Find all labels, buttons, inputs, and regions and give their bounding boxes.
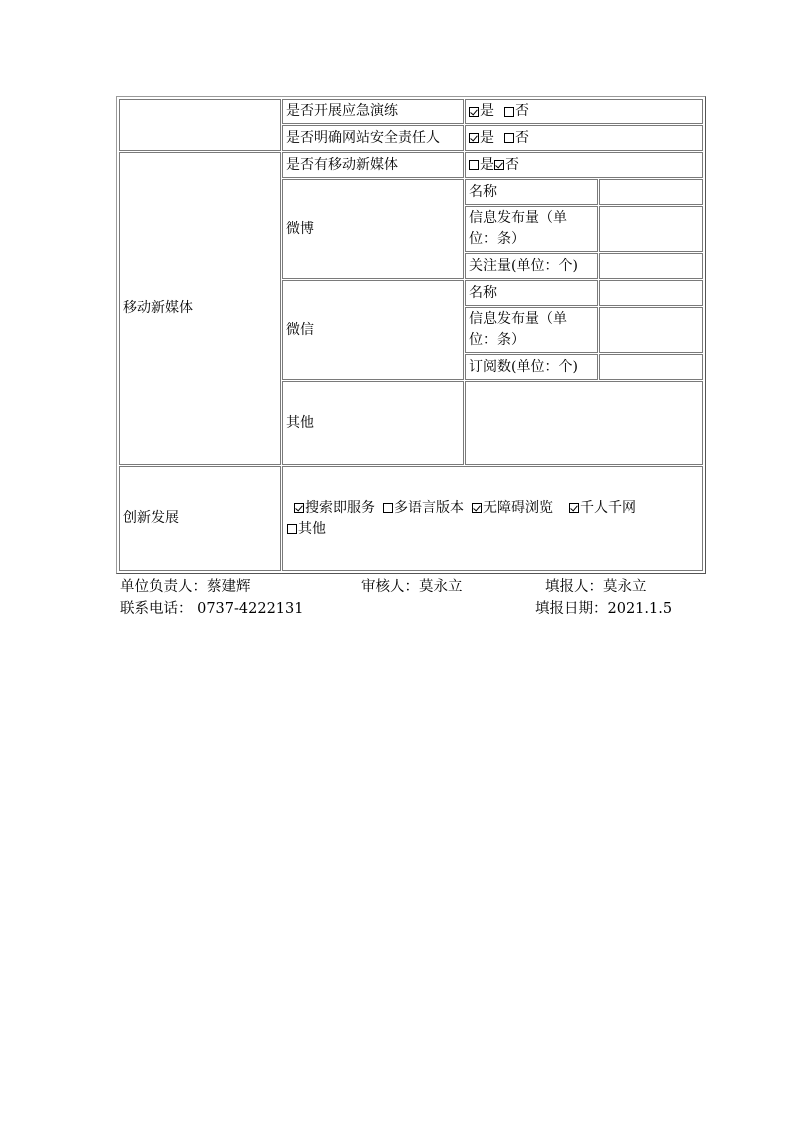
weibo-name-label: 名称 [465,179,598,205]
has-mobile-yes-option[interactable] [469,155,494,176]
option-label: 多语言版本 [394,499,464,516]
has-mobile-no-label: 否 [505,156,519,173]
mobile-section-label: 移动新媒体 [119,152,281,465]
option-search-service[interactable] [294,498,375,519]
responsible-yes-label: 是 [480,129,494,146]
checked-checkbox-icon[interactable] [569,503,579,513]
innovation-options-row-1 [286,498,636,519]
option-accessibility[interactable] [472,498,553,519]
option-label: 搜索即服务 [305,499,375,516]
option-multilingual[interactable] [383,498,464,519]
wechat-name-label: 名称 [465,280,598,306]
contact-phone: 联系电话： 0737-4222131 [120,601,304,617]
section-blank-cell [119,99,281,151]
drill-yes-label: 是 [480,103,494,119]
wechat-subscribers-value[interactable] [599,354,703,380]
weibo-label: 微博 [282,179,464,279]
weibo-posts-value[interactable] [599,206,703,252]
drill-no-label: 否 [515,103,529,119]
checked-checkbox-icon[interactable] [294,503,304,513]
has-mobile-label: 是否有移动新媒体 [282,152,464,178]
responsible-no-option[interactable] [504,128,529,149]
option-label: 其他 [298,520,326,537]
wechat-label: 微信 [282,280,464,380]
responsible-options [465,125,703,151]
innovation-label: 创新发展 [119,466,281,571]
has-mobile-options [465,152,703,178]
wechat-posts-value[interactable] [599,307,703,353]
innovation-options [282,466,703,571]
weibo-posts-label: 信息发布量（单位：条） [465,206,598,252]
reviewer: 审核人：莫永立 [361,579,463,595]
other-label: 其他 [282,381,464,465]
drill-no-option[interactable] [504,101,529,122]
option-personalized[interactable] [569,498,636,519]
other-value[interactable] [465,381,703,465]
wechat-posts-label: 信息发布量（单位：条） [465,307,598,353]
innovation-options-row-2 [286,519,326,540]
has-mobile-no-option[interactable] [494,155,519,176]
option-label: 无障碍浏览 [483,499,553,516]
responsible-no-label: 否 [515,129,529,146]
unchecked-checkbox-icon[interactable] [504,133,514,143]
drill-options [465,99,703,124]
weibo-followers-value[interactable] [599,253,703,279]
has-mobile-yes-label: 是 [480,156,494,173]
weibo-name-value[interactable] [599,179,703,205]
unit-head: 单位负责人：蔡建辉 [120,579,251,595]
unchecked-checkbox-icon[interactable] [504,107,514,117]
option-other[interactable] [287,519,326,540]
responsible-label: 是否明确网站安全责任人 [282,125,464,151]
responsible-yes-option[interactable] [469,128,494,149]
wechat-name-value[interactable] [599,280,703,306]
option-label: 千人千网 [580,499,636,516]
filler: 填报人：莫永立 [545,579,647,595]
checked-checkbox-icon[interactable] [469,133,479,143]
wechat-subscribers-label: 订阅数(单位：个) [465,354,598,380]
unchecked-checkbox-icon[interactable] [469,160,479,170]
drill-yes-option[interactable] [469,101,494,122]
drill-label: 是否开展应急演练 [282,99,464,124]
checked-checkbox-icon[interactable] [469,107,479,117]
unchecked-checkbox-icon[interactable] [287,524,297,534]
fill-date: 填报日期：2021.1.5 [535,601,673,617]
checked-checkbox-icon[interactable] [472,503,482,513]
weibo-followers-label: 关注量(单位：个) [465,253,598,279]
checked-checkbox-icon[interactable] [494,160,504,170]
unchecked-checkbox-icon[interactable] [383,503,393,513]
